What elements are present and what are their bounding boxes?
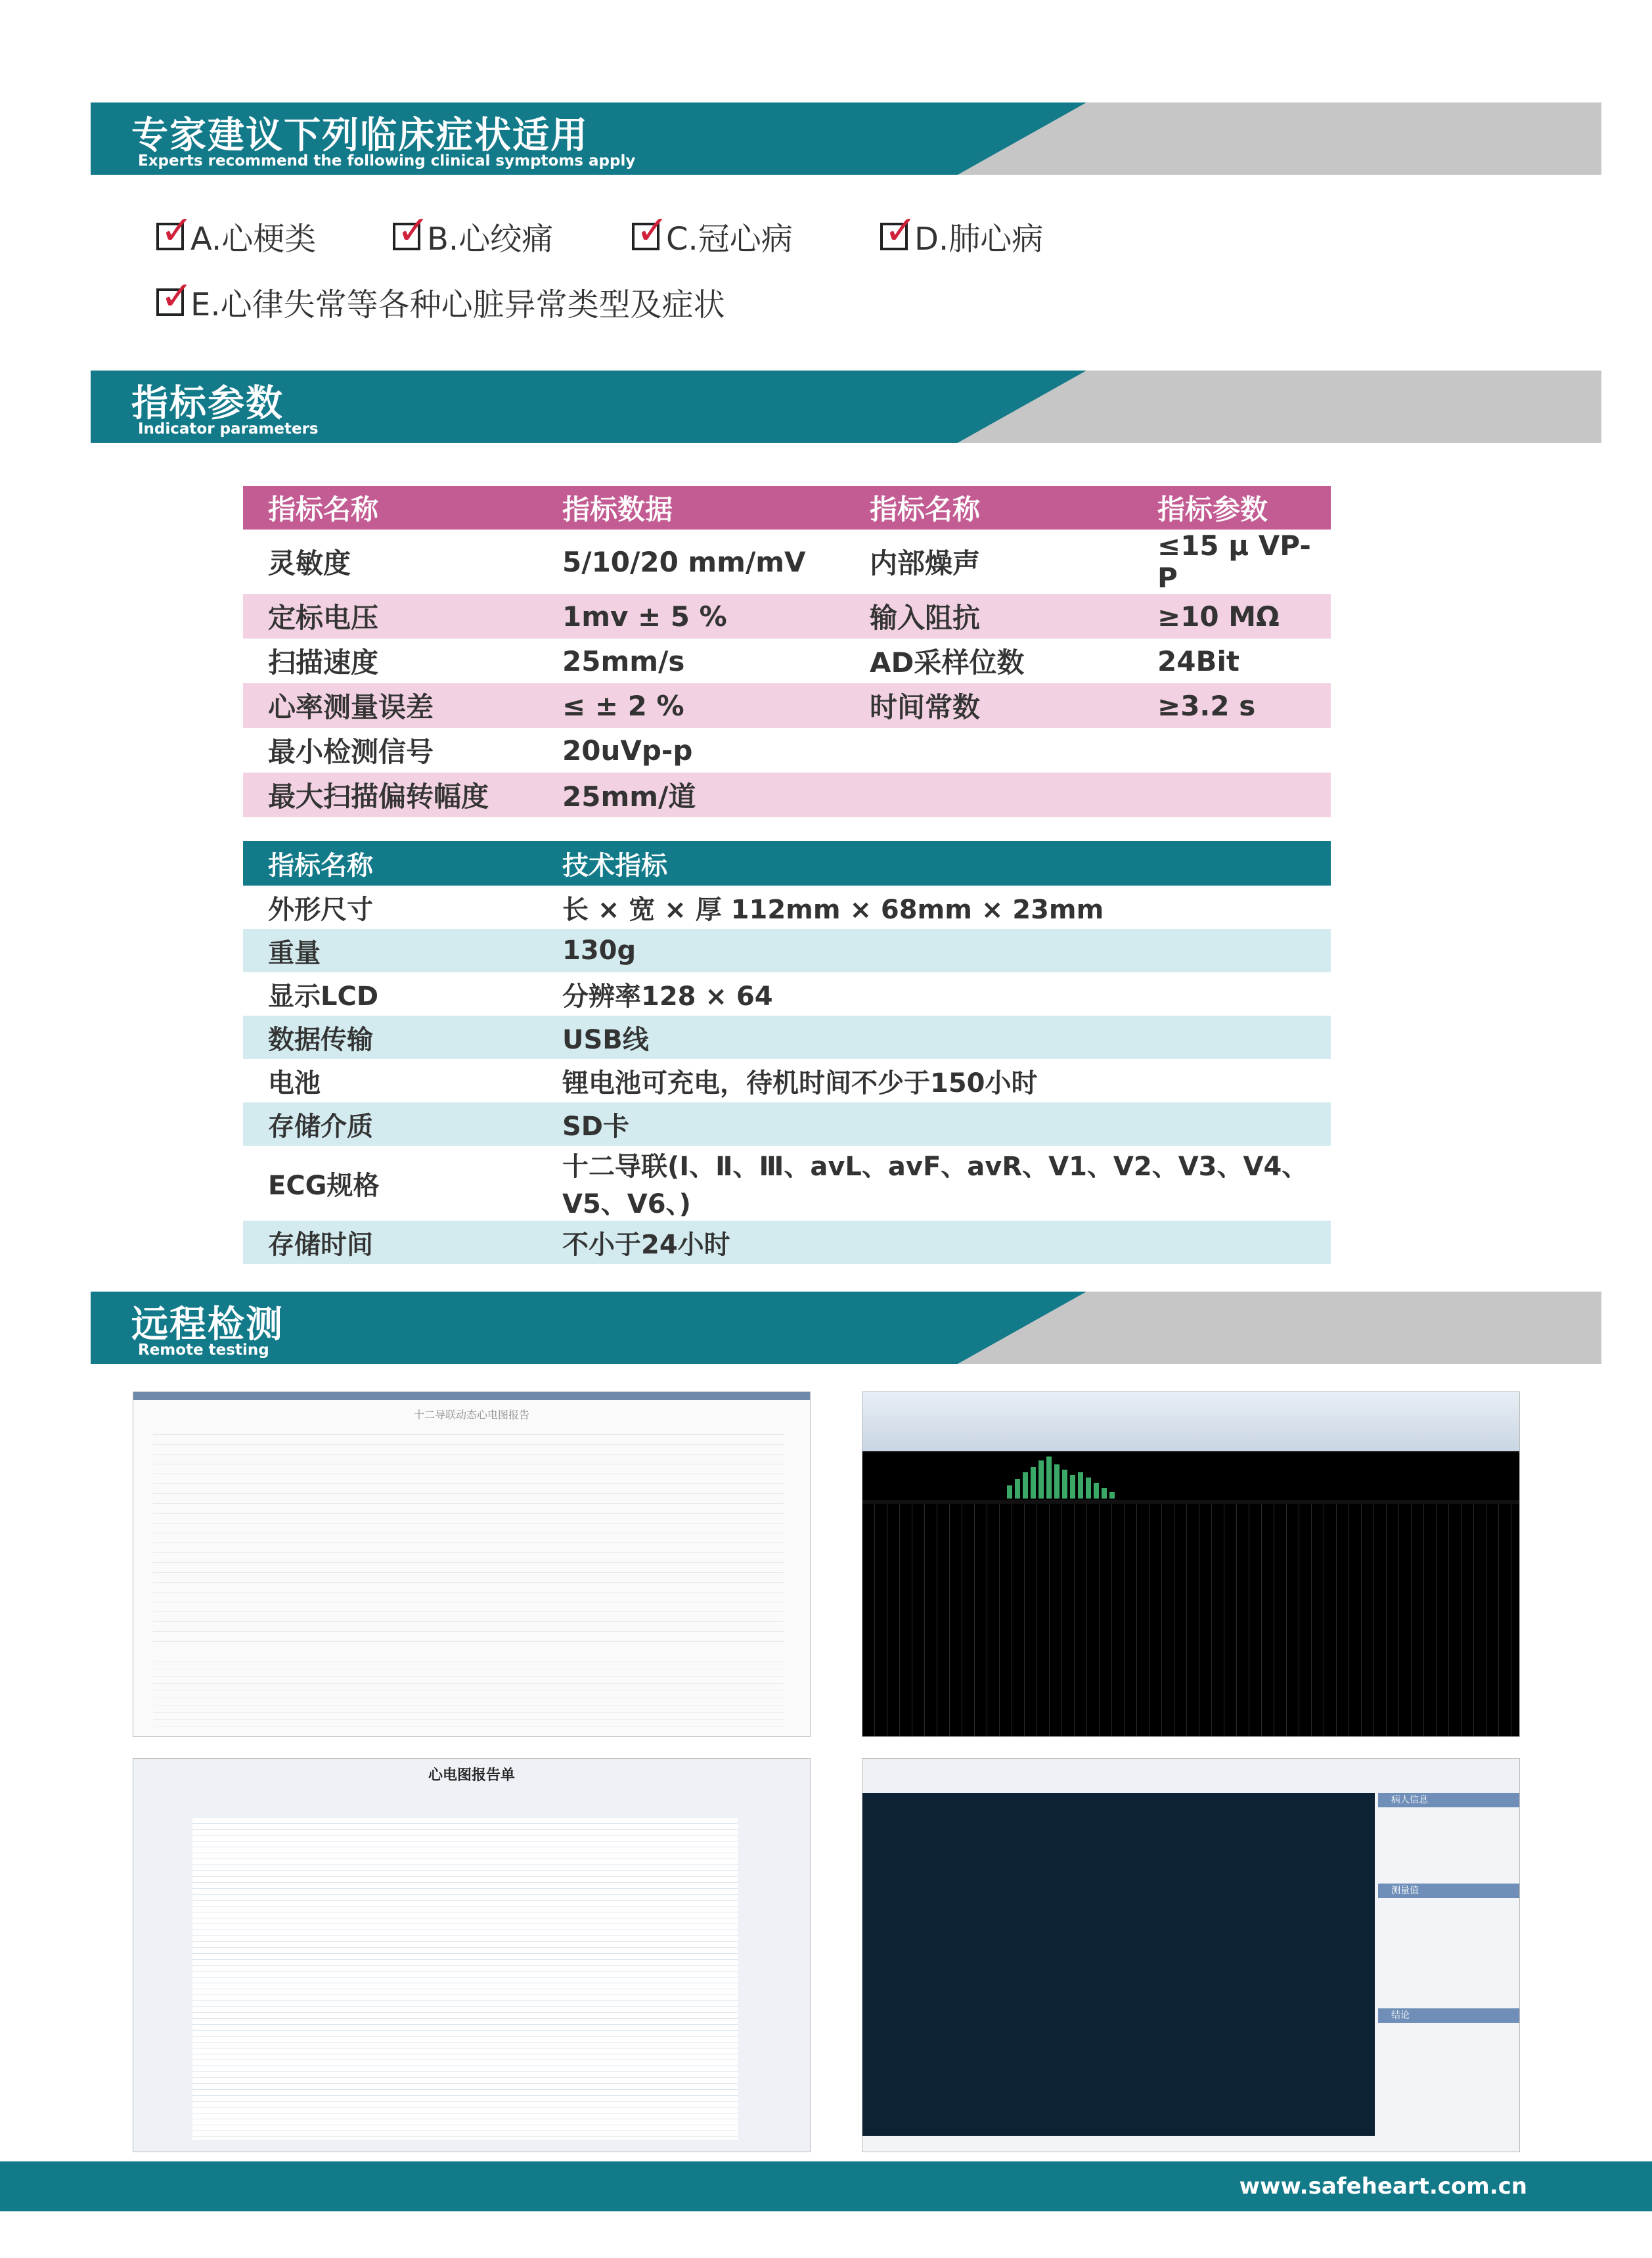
table-row: 最大扫描偏转幅度 25mm/道	[243, 773, 1331, 817]
symptom-e: ✓ E.心律失常等各种心脏异常类型及症状	[156, 279, 725, 325]
ecg-sheet-title: 心电图报告单	[428, 1767, 515, 1784]
table-row: 扫描速度 25mm/s AD采样位数 24Bit	[268, 644, 1239, 679]
table-row: 定标电压 1mv ± 5 % 输入阻抗 ≥10 MΩ	[243, 594, 1331, 639]
table-header-row: 指标名称 指标数据 指标名称 指标参数	[243, 486, 1331, 530]
checkbox-icon: ✓	[632, 223, 659, 250]
table-row: 灵敏度 5/10/20 mm/mV 内部燥声 ≤15 μ VP-P	[268, 530, 1311, 594]
report-screenshot	[133, 1391, 811, 1737]
table-row: 最小检测信号 20uVp-p	[268, 734, 693, 768]
footer-bar	[0, 2161, 1652, 2211]
table-row: 电池 锂电池可充电，待机时间不少于150小时	[268, 1068, 1038, 1098]
symptom-c: ✓ C.冠心病	[632, 214, 793, 259]
table-row: ECG规格 十二导联(Ⅰ、Ⅱ、Ⅲ、avL、avF、avR、V1、V2、V3、V4、V5、V6、)	[268, 1152, 1308, 1219]
symptom-d: ✓ D.肺心病	[880, 214, 1043, 259]
tech-spec-table	[243, 841, 1331, 1264]
indicator-table	[243, 486, 1331, 817]
histogram-chart	[862, 1453, 1519, 1500]
footer-url: www.safeheart.com.cn	[1239, 2173, 1527, 2200]
patient-info-title: 病人信息	[1378, 1793, 1520, 1807]
checkbox-icon: ✓	[156, 223, 184, 250]
indicator-banner	[91, 371, 1601, 443]
remote-banner	[91, 1292, 1601, 1364]
table-row: 心率测量误差 ≤ ± 2 % 时间常数 ≥3.2 s	[243, 683, 1331, 728]
table-row: 存储介质 SD卡	[243, 1102, 1331, 1146]
report-title: 十二导联动态心电图报告	[413, 1409, 529, 1421]
symptom-a: ✓ A.心梗类	[156, 214, 316, 259]
checkbox-icon: ✓	[393, 223, 420, 250]
measure-title: 测量值	[1378, 1884, 1520, 1898]
analysis-screenshot	[862, 1391, 1520, 1737]
symptoms-banner	[91, 102, 1601, 175]
ecg-viewer-screenshot	[862, 1758, 1520, 2152]
table-row: 外形尺寸 长 × 宽 × 厚 112mm × 68mm × 23mm	[268, 894, 1104, 925]
symptoms-title: 专家建议下列临床症状适用	[131, 114, 589, 157]
remote-subtitle: Remote testing	[138, 1342, 269, 1359]
table-row: 显示LCD 分辨率128 × 64	[268, 981, 773, 1012]
remote-title: 远程检测	[131, 1303, 284, 1346]
checkbox-icon: ✓	[880, 223, 908, 250]
conclusion-title: 结论	[1378, 2008, 1520, 2023]
symptom-b: ✓ B.心绞痛	[393, 214, 553, 259]
table-header-row: 指标名称 技术指标	[243, 841, 1331, 886]
table-row: 重量 130g	[243, 929, 1331, 972]
checkbox-icon: ✓	[156, 288, 184, 316]
symptoms-subtitle: Experts recommend the following clinical symptoms apply	[138, 152, 636, 169]
table-row: 数据传输 USB线	[243, 1016, 1331, 1059]
ecg-sheet-screenshot	[133, 1758, 811, 2152]
indicator-title: 指标参数	[131, 382, 284, 425]
indicator-subtitle: Indicator parameters	[138, 420, 319, 438]
table-row: 存储时间 不小于24小时	[243, 1221, 1331, 1264]
